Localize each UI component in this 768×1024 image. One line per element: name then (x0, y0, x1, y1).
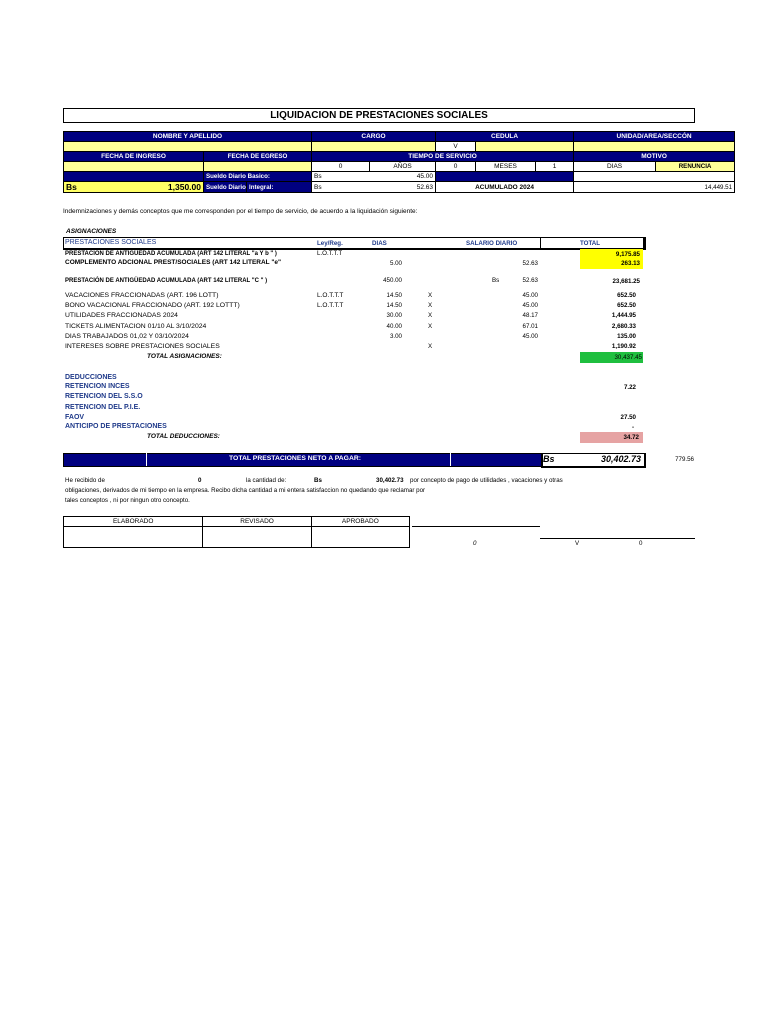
row3-label: PRESTACIÓN DE ANTIGÜEDAD ACUMULADA (ART 142 LITERAL "C " ) (65, 278, 268, 284)
recibo-line3: tales conceptos , ni por ningun otro concepto. (65, 497, 190, 504)
col-salario-header: SALARIO DIARIO (466, 240, 518, 247)
total-deducciones-value: 34.72 (623, 434, 639, 441)
col-ley-header: Ley/Reg. (317, 240, 343, 247)
motivo-header: MOTIVO (574, 152, 735, 162)
salary-value: 1,350.00 (167, 181, 201, 192)
ince-value: 7.22 (623, 384, 636, 391)
sueldo-basico-value: 45.00 (370, 172, 436, 182)
item-total: 652.50 (617, 302, 636, 309)
header-divider (540, 237, 541, 248)
item-total: 652.50 (617, 292, 636, 299)
asignaciones-heading: ASIGNACIONES (66, 228, 117, 235)
row2-dias: 5.00 (389, 260, 402, 267)
item-x: X (428, 323, 433, 330)
sueldo-basico-label: Sueldo Diario Basico: (204, 172, 312, 182)
faov-label: FAOV (65, 414, 85, 421)
signature-v: V (575, 540, 580, 547)
neto-divider-2 (450, 453, 451, 466)
dias-value: 1 (536, 162, 574, 172)
item-dias: 3.00 (389, 333, 402, 340)
cargo-header: CARGO (312, 132, 436, 142)
item-dias: 40.00 (386, 323, 402, 330)
salary-header-blank (64, 172, 204, 182)
recibo-concepto: por concepto de pago de utilidades , vacaciones y otras (410, 477, 563, 484)
col-dias-header: DIAS (372, 240, 387, 247)
item-ley: L.O.T.T.T (317, 292, 344, 299)
row1-total: 9,175.85 (615, 251, 640, 258)
anios-value: 0 (312, 162, 370, 172)
item-dias: 30.00 (386, 312, 402, 319)
sueldo-integral-label: Sueldo Diario (204, 182, 247, 193)
signature-name: 0 (473, 540, 477, 547)
row2-salario: 52.63 (522, 260, 538, 267)
item-salario: 48.17 (522, 312, 538, 319)
row2-label: COMPLEMENTO ADCIONAL PREST/SOCIALES (ART 142 LITERAL "e" (65, 259, 282, 266)
unidad-header: UNIDAD/AREA/SECCÓN (574, 132, 735, 142)
item-label: UTILIDADES FRACCIONADAS 2024 (65, 312, 178, 319)
row1-label: PRESTACIÓN DE ANTIGÜEDAD ACUMULADA (ART 142 LITERAL "a Y b " ) (65, 251, 277, 257)
cedula-field (476, 142, 574, 152)
col-concept-header: PRESTACIONES SOCIALES (65, 239, 157, 246)
item-salario: 45.00 (522, 302, 538, 309)
total-asignaciones-value: 30,437.45 (614, 354, 642, 361)
sueldo-integral-currency: Bs (312, 182, 370, 193)
page-title: LIQUIDACION DE PRESTACIONES SOCIALES (63, 108, 695, 123)
unidad-field (574, 142, 735, 152)
recibo-cantidad-label: la cantidad de: (246, 477, 287, 484)
item-dias: 14.50 (386, 302, 402, 309)
row3-salario: 52.63 (522, 277, 538, 284)
total-asignaciones-label: TOTAL ASIGNACIONES: (147, 353, 222, 360)
recibo-currency: Bs (314, 477, 322, 484)
employee-header-table (63, 131, 735, 193)
header-right-edge (643, 237, 645, 250)
integral-label: Integral: (247, 182, 312, 193)
nombre-header: NOMBRE Y APELLIDO (64, 132, 312, 142)
item-total: 1,444.95 (611, 312, 636, 319)
item-x: X (428, 292, 433, 299)
nombre-field (64, 142, 312, 152)
sueldo-integral-value: 52.63 (370, 182, 436, 193)
fecha-egreso-header: FECHA DE EGRESO (204, 152, 312, 162)
cargo-field (312, 142, 436, 152)
anios-label: AÑOS (370, 162, 436, 172)
item-salario: 45.00 (522, 292, 538, 299)
row1-ley: L.O.T.T.T (317, 250, 343, 257)
recibo-name: 0 (198, 477, 202, 484)
anticipo-value: - (631, 424, 634, 431)
row3-dias: 450.00 (383, 277, 402, 284)
dias-label: DIAS (574, 162, 656, 172)
sso-label: RETENCION DEL S.S.O (65, 393, 143, 400)
elaborado-signature (64, 527, 203, 548)
row2-total: 263.13 (621, 260, 640, 267)
revisado-header: REVISADO (203, 517, 311, 527)
ince-label: RETENCION INCES (65, 383, 130, 390)
item-label: VACACIONES FRACCIONADAS (ART. 196 LOTT) (65, 292, 219, 299)
sueldo-basico-currency: Bs (312, 172, 370, 182)
pie-label: RETENCION DEL P.I.E. (65, 404, 141, 411)
item-x: X (428, 312, 433, 319)
item-total: 2,680.33 (611, 323, 636, 330)
signature-line-1 (412, 526, 540, 527)
cedula-header: CEDULA (436, 132, 574, 142)
item-x: X (428, 302, 433, 309)
item-total: 135.00 (617, 333, 636, 340)
neto-currency: Bs (543, 454, 555, 464)
total-deducciones-label: TOTAL DEDUCCIONES: (147, 433, 220, 440)
fecha-egreso-field (204, 162, 312, 172)
item-total: 1,190.92 (611, 343, 636, 350)
item-x: X (428, 343, 433, 350)
fecha-ingreso-header: FECHA DE INGRESO (64, 152, 204, 162)
aprobado-signature (311, 527, 409, 548)
item-label: BONO VACACIONAL FRACCIONADO (ART. 192 LOTTT) (65, 302, 240, 309)
salary-currency: Bs (66, 181, 77, 192)
revisado-signature (203, 527, 311, 548)
item-label: DIAS TRABAJADOS 01,02 Y 03/10/2024 (65, 333, 189, 340)
deducciones-heading: DEDUCCIONES (65, 374, 117, 381)
elaborado-header: ELABORADO (64, 517, 203, 527)
cedula-prefix: V (436, 142, 476, 152)
item-salario: 45.00 (522, 333, 538, 340)
recibo-line1-prefix: He recibido de (65, 477, 105, 484)
item-label: TICKETS ALIMENTACION 01/10 AL 3/10/2024 (65, 323, 207, 330)
motivo-value: RENUNCIA (656, 162, 735, 172)
row3-total: 23,681.25 (612, 278, 640, 285)
acumulado-header-blank (436, 172, 574, 182)
meses-value: 0 (436, 162, 476, 172)
item-label: INTERESES SOBRE PRESTACIONES SOCIALES (65, 343, 220, 350)
item-ley: L.O.T.T.T (317, 302, 344, 309)
fecha-ingreso-field (64, 162, 204, 172)
aprobado-header: APROBADO (311, 517, 409, 527)
signature-line-2 (540, 538, 695, 539)
intro-text: Indemnizaciones y demás conceptos que me corresponden por el tiempo de servicio, de acuerdo a la liquidación siguiente: (63, 208, 418, 215)
neto-label: TOTAL PRESTACIONES NETO A PAGAR: (229, 455, 362, 462)
item-dias: 14.50 (386, 292, 402, 299)
row3-currency: Bs (492, 277, 500, 284)
item-salario: 67.01 (522, 323, 538, 330)
tiempo-servicio-header: TIEMPO DE SERVICIO (312, 152, 574, 162)
motivo-blank (574, 172, 735, 182)
acumulado-value: 14,449.51 (574, 182, 735, 193)
meses-label: MESES (476, 162, 536, 172)
neto-value: 30,402.73 (600, 454, 641, 464)
faov-value: 27.50 (620, 414, 636, 421)
neto-side-value: 779.56 (675, 456, 694, 463)
anticipo-label: ANTICIPO DE PRESTACIONES (65, 423, 167, 430)
neto-divider-1 (146, 453, 147, 466)
firmas-table (63, 516, 410, 548)
col-total-header: TOTAL (580, 240, 601, 247)
recibo-line2: obligaciones, derivados de mi tiempo en la empresa. Recibo dicha cantidad a mi entera satisfaccion no quedando que reclamar por (65, 487, 426, 494)
signature-cedula: 0 (639, 540, 643, 547)
salary-cell (64, 182, 204, 193)
acumulado-label: ACUMULADO 2024 (436, 182, 574, 193)
recibo-amount: 30,402.73 (376, 477, 404, 484)
